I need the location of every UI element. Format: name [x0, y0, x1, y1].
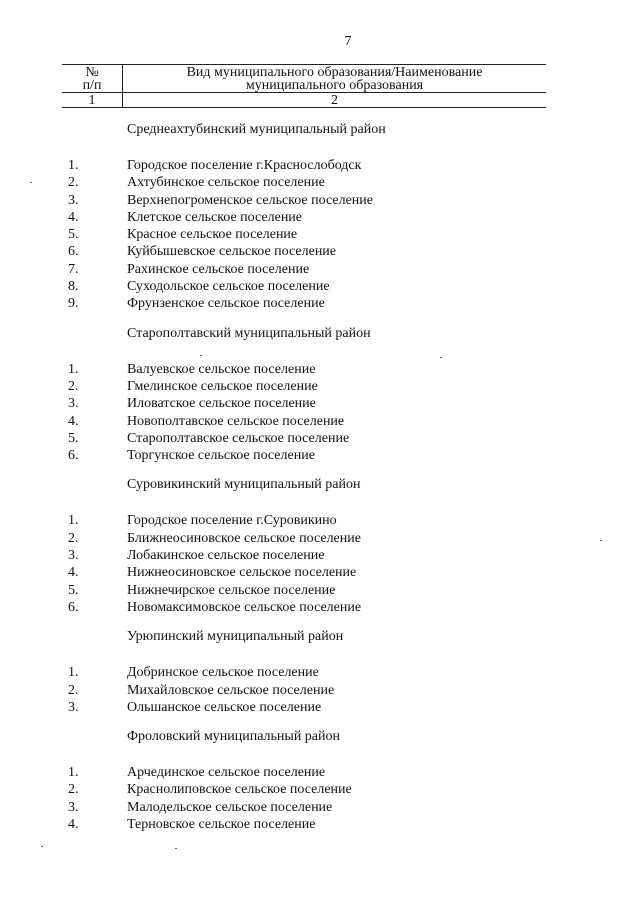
list-item [0, 209, 640, 226]
district-title: Фроловский муниципальный район [127, 729, 341, 745]
scan-speck [440, 357, 442, 358]
settlement-name: Новомаксимовское сельское поселение [127, 599, 362, 615]
settlement-name: Клетское сельское поселение [127, 209, 303, 225]
list-item [0, 764, 640, 781]
list-item [0, 699, 640, 716]
settlement-name: Малодельское сельское поселение [127, 799, 333, 815]
item-number: 3. [68, 799, 79, 815]
column-name-header [123, 65, 547, 93]
item-number: 8. [68, 279, 79, 295]
item-number: 2. [68, 378, 79, 394]
list-item [0, 192, 640, 209]
scan-speck [175, 848, 177, 849]
item-number: 1. [68, 765, 79, 781]
settlement-name: Ольшанское сельское поселение [127, 699, 322, 715]
list-item [0, 157, 640, 174]
settlement-name: Краснолиповское сельское поселение [127, 782, 352, 798]
list-header-table [62, 64, 546, 108]
settlement-name: Ближнеосиновское сельское поселение [127, 530, 361, 546]
settlement-name: Терновское сельское поселение [127, 817, 316, 833]
settlement-name: Валуевское сельское поселение [127, 361, 316, 377]
item-number: 6. [68, 244, 79, 260]
scan-speck [600, 540, 602, 541]
list-item [0, 664, 640, 681]
settlement-list [0, 512, 640, 616]
settlement-name: Верхнепогроменское сельское поселение [127, 192, 373, 208]
settlement-name: Гмелинское сельское поселение [127, 378, 318, 394]
item-number: 1. [68, 665, 79, 681]
settlement-list [0, 361, 640, 465]
district-title: Суровикинский муниципальный район [127, 477, 361, 493]
spacer [0, 716, 640, 728]
settlement-name: Нижнеосиновское сельское поселение [127, 565, 357, 581]
item-number: 9. [68, 296, 79, 312]
list-item [0, 295, 640, 312]
list-item [0, 530, 640, 547]
list-item [0, 174, 640, 191]
settlement-name: Новополтавское сельское поселение [127, 413, 345, 429]
list-item [0, 361, 640, 378]
list-item [0, 413, 640, 430]
settlement-name: Арчединское сельское поселение [127, 765, 326, 781]
district-title: Урюпинский муниципальный район [127, 629, 344, 645]
settlement-name: Иловатское сельское поселение [127, 396, 316, 412]
column-number-header [62, 65, 123, 93]
settlement-name: Нижнечирское сельское поселение [127, 582, 336, 598]
settlement-name: Старополтавское сельское поселение [127, 430, 350, 446]
settlement-name: Михайловское сельское поселение [127, 682, 335, 698]
spacer [0, 464, 640, 476]
settlement-list [0, 664, 640, 716]
list-item [0, 799, 640, 816]
item-number: 3. [68, 192, 79, 208]
item-number: 2. [68, 175, 79, 191]
list-item [0, 547, 640, 564]
list-item [0, 261, 640, 278]
item-number: 6. [68, 448, 79, 464]
list-item [0, 243, 640, 260]
list-item [0, 816, 640, 833]
list-item [0, 430, 640, 447]
settlement-name: Торгунское сельское поселение [127, 448, 315, 464]
item-number: 5. [68, 227, 79, 243]
settlement-name: Лобакинское сельское поселение [127, 548, 325, 564]
item-number: 1. [68, 361, 79, 377]
item-number: 6. [68, 599, 79, 615]
list-item [0, 682, 640, 699]
settlement-name: Красное сельское поселение [127, 227, 298, 243]
list-item [0, 447, 640, 464]
column-name-line1: Вид муниципального образования/Наименование [186, 64, 483, 80]
scan-speck [41, 846, 43, 847]
item-number: 2. [68, 682, 79, 698]
column-name-line2: муниципального образования [245, 77, 424, 93]
spacer [0, 646, 640, 664]
item-number: 3. [68, 396, 79, 412]
item-number: 5. [68, 582, 79, 598]
settlement-name: Суходольское сельское поселение [127, 279, 330, 295]
column-index-2: 2 [123, 93, 547, 108]
settlement-name: Городское поселение г.Суровикино [127, 513, 337, 529]
settlement-name: Рахинское сельское поселение [127, 261, 310, 277]
list-item [0, 582, 640, 599]
item-number: 1. [68, 513, 79, 529]
item-number: 4. [68, 565, 79, 581]
column-index-1: 1 [62, 93, 123, 108]
spacer [0, 139, 640, 157]
spacer [0, 494, 640, 512]
spacer [0, 616, 640, 628]
settlement-name: Городское поселение г.Краснослободск [127, 158, 362, 173]
item-number: 4. [68, 413, 79, 429]
item-number: 5. [68, 430, 79, 446]
header-index-row [62, 93, 546, 108]
item-number: 2. [68, 782, 79, 798]
spacer [0, 343, 640, 361]
list-item [0, 226, 640, 243]
item-number: 7. [68, 261, 79, 277]
settlement-list [0, 157, 640, 313]
item-number: 2. [68, 530, 79, 546]
district-title: Старополтавский муниципальный район [127, 325, 371, 341]
district-title: Среднеахтубинский муниципальный район [127, 122, 386, 137]
item-number: 1. [68, 158, 79, 173]
item-number: 4. [68, 817, 79, 833]
item-number: 4. [68, 209, 79, 225]
settlement-name: Фрунзенское сельское поселение [127, 296, 325, 312]
number-sign-label: № [85, 64, 99, 80]
settlement-name: Куйбышевское сельское поселение [127, 244, 337, 260]
list-item [0, 599, 640, 616]
settlement-name: Добринское сельское поселение [127, 665, 319, 681]
spacer [0, 313, 640, 325]
header-row [62, 65, 546, 93]
list-item [0, 512, 640, 529]
list-item [0, 564, 640, 581]
scan-speck [30, 182, 32, 183]
list-item [0, 378, 640, 395]
item-number: 3. [68, 699, 79, 715]
settlement-name: Ахтубинское сельское поселение [127, 175, 325, 191]
list-item [0, 395, 640, 412]
list-item [0, 278, 640, 295]
scan-speck [200, 355, 202, 356]
item-order-label: п/п [82, 77, 102, 93]
item-number: 3. [68, 548, 79, 564]
list-item [0, 781, 640, 798]
settlement-list [0, 764, 640, 833]
page-number: 7 [344, 34, 352, 49]
districts-list [0, 121, 640, 833]
spacer [0, 746, 640, 764]
